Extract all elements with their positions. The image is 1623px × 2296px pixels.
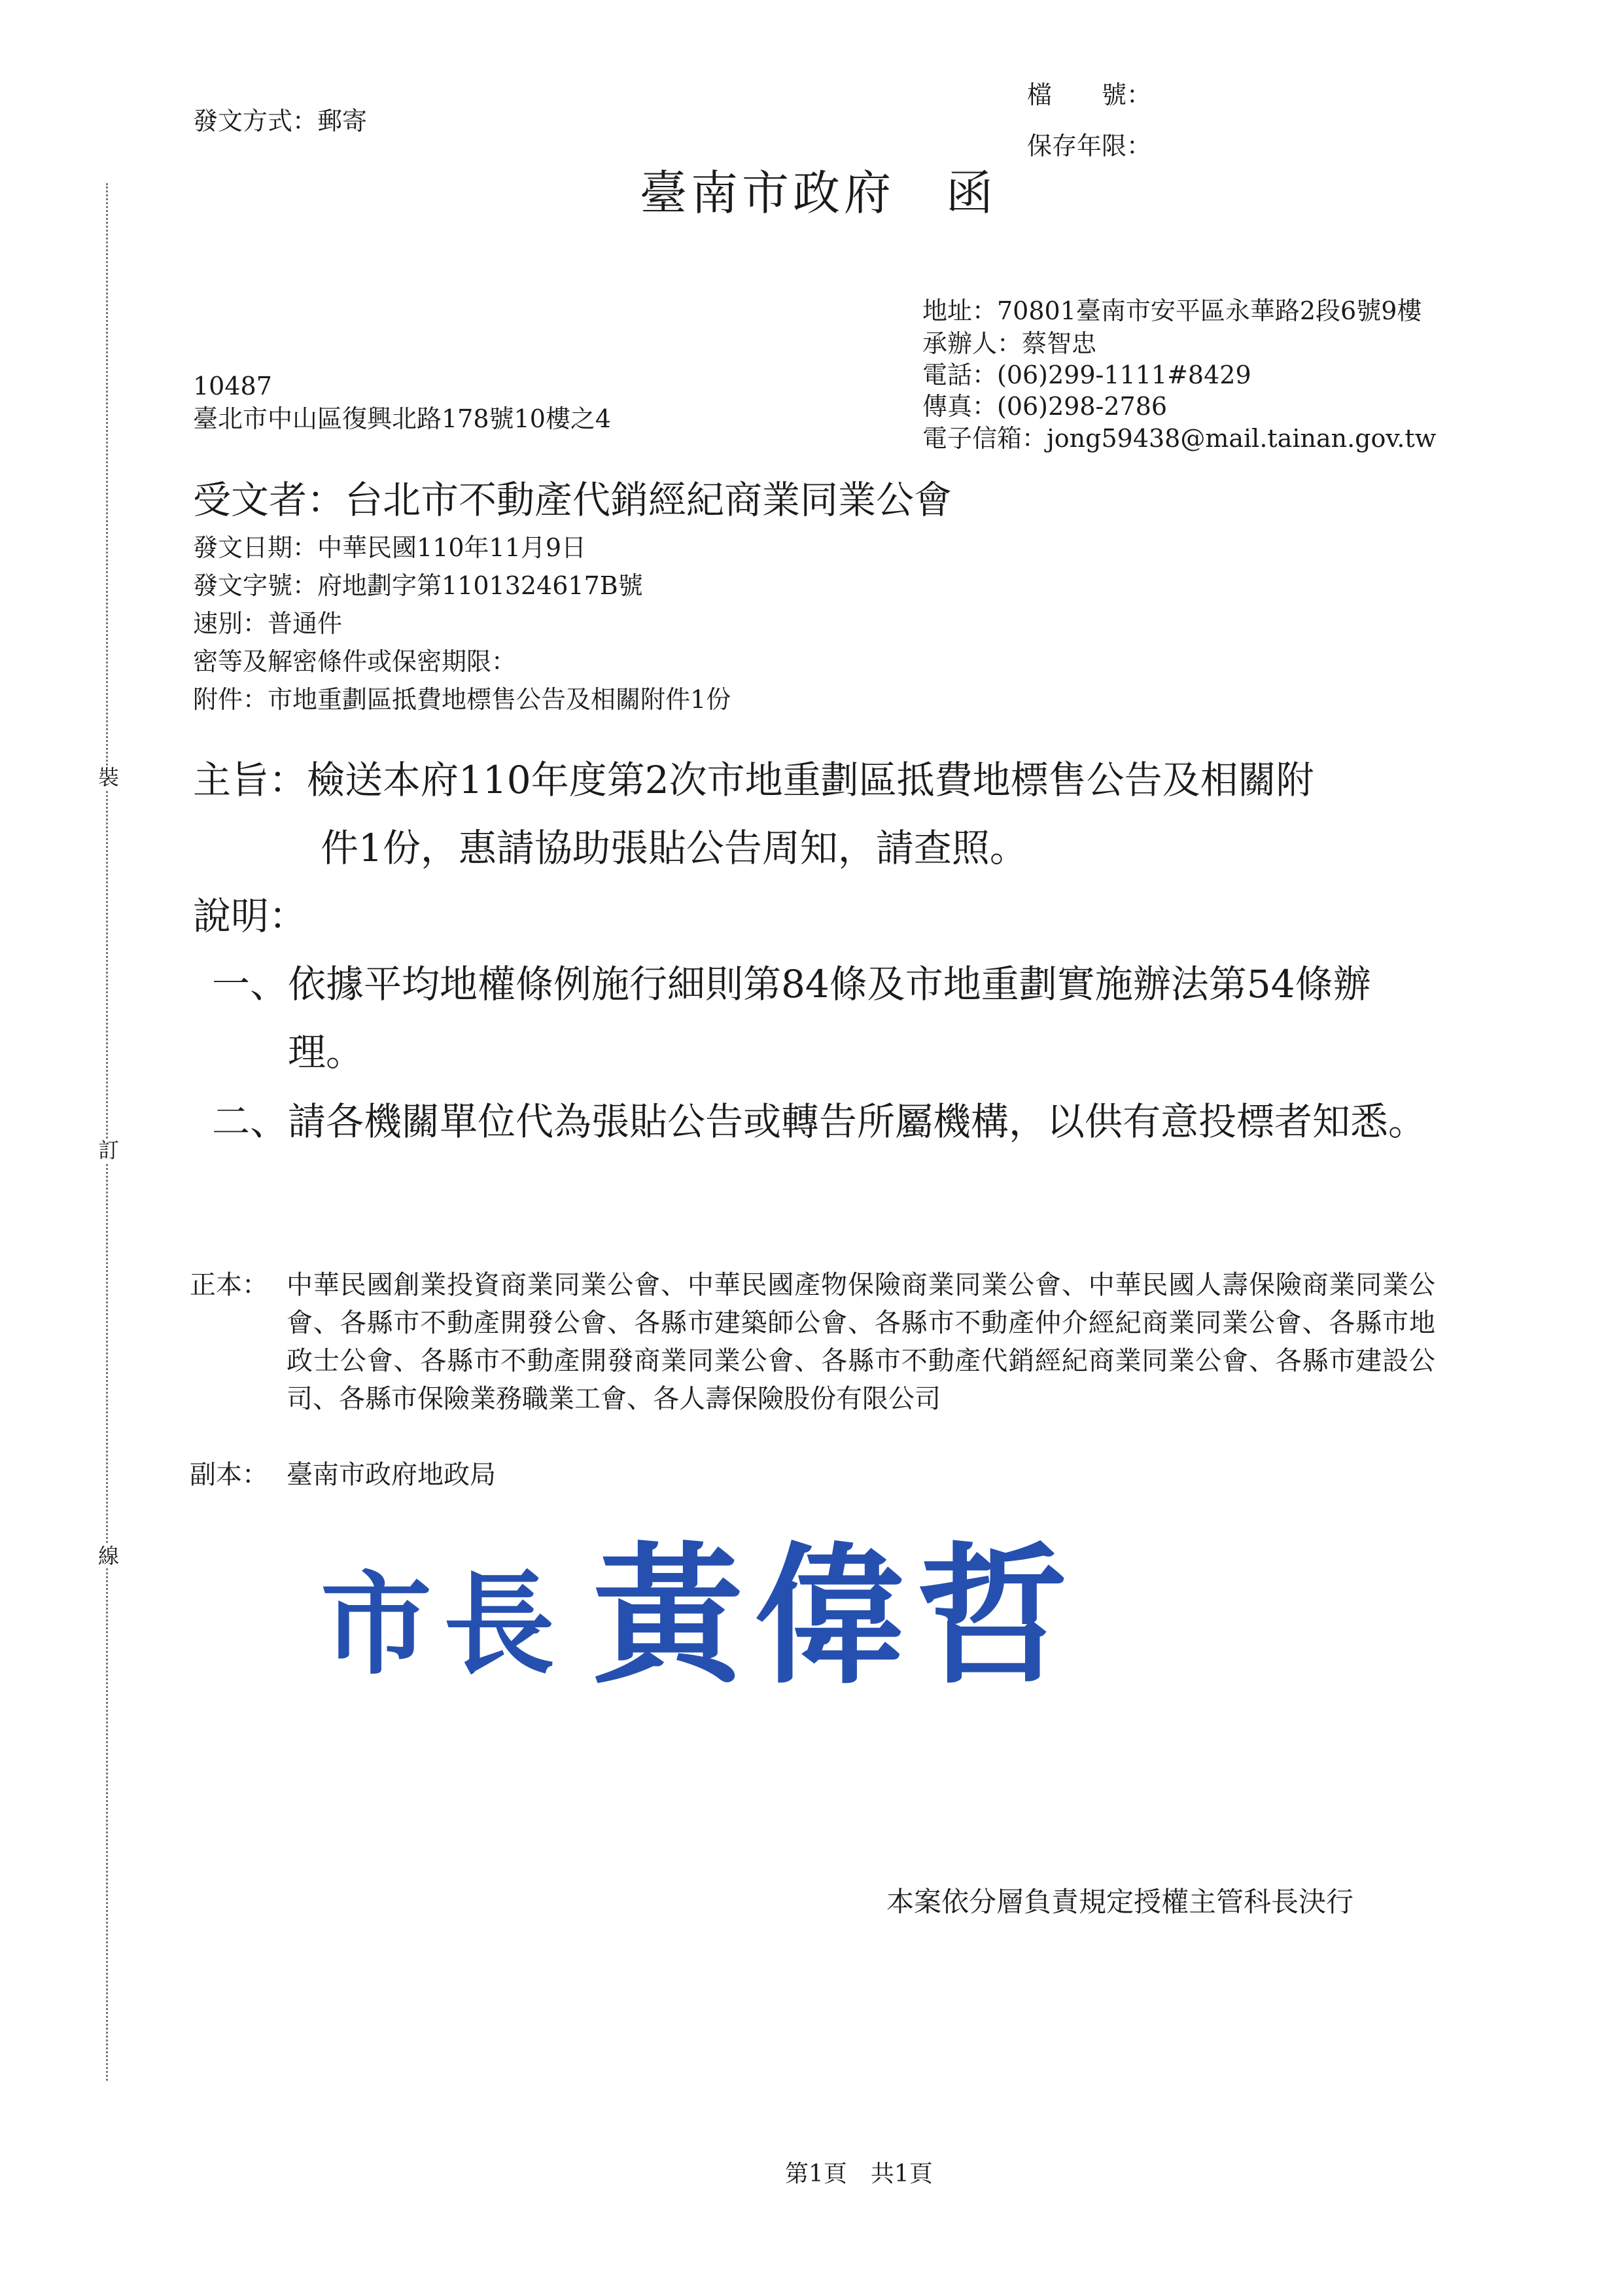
speed: 速別：普通件 xyxy=(193,609,343,638)
binding-mark-zhuang: 裝 xyxy=(98,765,120,790)
phone: 電話：(06)299-1111#8429 xyxy=(922,361,1251,389)
copy-recipients: 臺南市政府地政局 xyxy=(287,1460,496,1490)
subject-line-1: 主旨：檢送本府110年度第2次市地重劃區抵費地標售公告及相關附 xyxy=(193,758,1314,802)
fax: 傳真：(06)298-2786 xyxy=(922,392,1168,421)
attachment: 附件：市地重劃區抵費地標售公告及相關附件1份 xyxy=(193,685,731,714)
doc-number: 發文字號：府地劃字第1101324617B號 xyxy=(193,571,643,600)
binding-mark-xian: 線 xyxy=(98,1544,120,1568)
binding-mark-ding: 訂 xyxy=(98,1138,120,1163)
explanation-heading: 說明： xyxy=(193,894,307,938)
item-text: 請各機關單位代為張貼公告或轉告所屬機構，以供有意投標者知悉。 xyxy=(288,1099,1427,1144)
explanation-item-1 xyxy=(196,950,1459,1086)
signature-title-char: 市 xyxy=(321,1559,444,1690)
retention-label: 保存年限： xyxy=(1027,132,1152,160)
postal-code: 10487 xyxy=(193,372,272,400)
item-number: 一、 xyxy=(211,962,288,1006)
handler: 承辦人：蔡智忠 xyxy=(922,329,1097,358)
recipient: 受文者：台北市不動產代銷經紀商業同業公會 xyxy=(193,478,952,522)
file-number-label: 檔 號： xyxy=(1027,80,1152,109)
subject-line-2: 件1份，惠請協助張貼公告周知，請查照。 xyxy=(321,826,1028,870)
issue-date: 發文日期：中華民國110年11月9日 xyxy=(193,533,587,562)
distribution-main xyxy=(190,1266,1446,1418)
binding-dotted-line xyxy=(106,183,108,2081)
mayor-signature-stamp xyxy=(321,1525,1079,1716)
signature-title-char: 長 xyxy=(444,1559,567,1690)
explanation-item-2 xyxy=(196,1087,1459,1156)
page-number: 第1頁 共1頁 xyxy=(785,2161,933,2187)
recipient-mailing-address: 臺北市中山區復興北路178號10樓之4 xyxy=(193,404,612,433)
item-text: 依據平均地權條例施行細則第84條及市地重劃實施辦法第54條辦理。 xyxy=(288,962,1371,1074)
signature-name-char: 偉 xyxy=(755,1528,918,1704)
item-number: 二、 xyxy=(211,1099,288,1144)
signature-name-char: 哲 xyxy=(917,1528,1080,1704)
authorization-note: 本案依分層負責規定授權主管科長決行 xyxy=(886,1886,1354,1918)
distribution-copy xyxy=(190,1456,496,1494)
copy-recipients-label: 副本： xyxy=(190,1460,268,1490)
email: 電子信箱：jong59438@mail.tainan.gov.tw xyxy=(922,424,1437,453)
subject xyxy=(193,746,1456,882)
signature-name-char: 黃 xyxy=(593,1528,756,1704)
main-recipients-label: 正本： xyxy=(190,1270,268,1300)
secrecy: 密等及解密條件或保密期限： xyxy=(193,647,517,676)
sender-address: 地址：70801臺南市安平區永華路2段6號9樓 xyxy=(922,296,1422,325)
delivery-method: 發文方式：郵寄 xyxy=(193,107,368,135)
document-title: 臺南市政府 函 xyxy=(640,166,998,221)
main-recipients: 中華民國創業投資商業同業公會、中華民國產物保險商業同業公會、中華民國人壽保險商業同業公會、各縣市不動產開發公會、各縣市建築師公會、各縣市不動產仲介經紀商業同業公會、各縣市地政士公會、各縣市不動產開發商業同業公會、各縣市不動產代銷經紀商業同業公會、各縣市建設公司、各縣市保險業務職業工會、各人壽保險股份有限公司 xyxy=(287,1270,1435,1414)
